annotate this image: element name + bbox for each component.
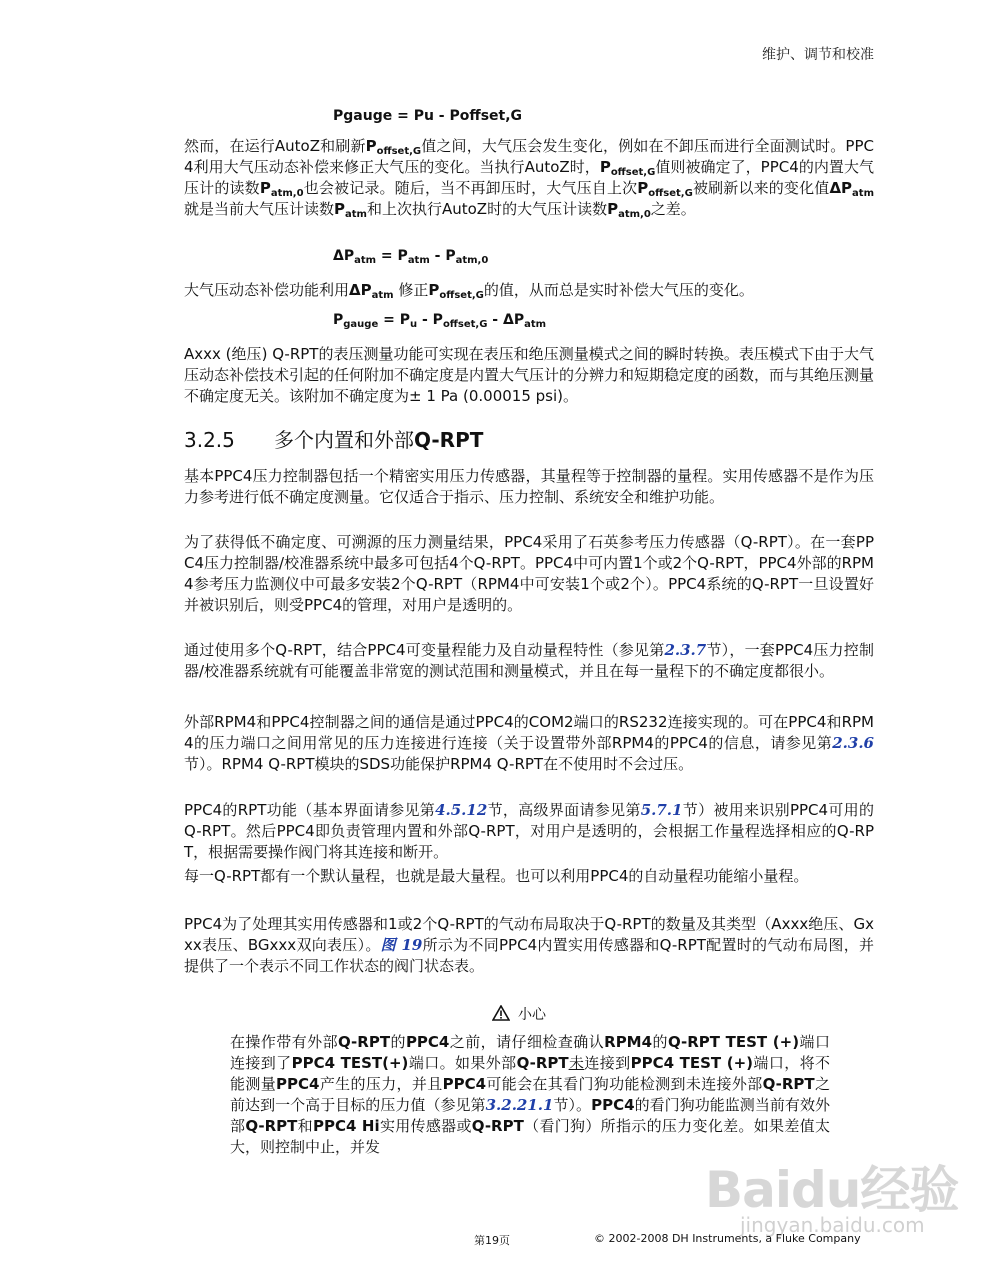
section-heading: 3.2.5 多个内置和外部Q-RPT	[184, 428, 484, 452]
link-section-2-3-7[interactable]: 2.3.7	[664, 641, 707, 659]
paragraph-rpt-function: PPC4的RPT功能（基本界面请参见第4.5.12节，高级界面请参见第5.7.1节）被用来识别PPC4可用的Q-RPT。然后PPC4即负责管理内置和外部Q-RPT，对用户是透明的，会根据工作量程选择相应的Q-RPT，根据需要操作阀门将其连接和断开。	[184, 801, 874, 861]
paragraph-pneumatic-layout: PPC4为了处理其实用传感器和1或2个Q-RPT的气动布局取决于Q-RPT的数量及其类型（Axxx绝压、Gxxx表压、BGxxx双向表压）。图 19所示为不同PPC4内置实用传感器和Q-RPT配置时的气动布局图，并提供了一个表示不同工作状态的阀门状态表。	[184, 915, 874, 975]
paragraph-multiple-qrpt: 通过使用多个Q-RPT，结合PPC4可变量程能力及自动量程特性（参见第2.3.7节），一套PPC4压力控制器/校准器系统就有可能覆盖非常宽的测试范围和测量模式，并且在每一量程下的不确定度都很小。	[184, 641, 874, 680]
paragraph-compensation: 大气压动态补偿功能利用$\Delta P_{atm}$ 修正$P_{offset,G}$的值，从而总是实时补偿大气压的变化。	[184, 281, 754, 301]
paragraph-default-range: 每一Q-RPT都有一个默认量程，也就是最大量程。也可以利用PPC4的自动量程功能缩小量程。	[184, 867, 809, 885]
paragraph-autoz: 然而，在运行AutoZ和刷新$P_{offset,G}$值之间，大气压会发生变化，例如在不卸压而进行全面测试时。PPC4利用大气压动态补偿来修正大气压的变化。当执行AutoZ时，$P_{offset,G}$值则被确定了，PPC4的内置大气压计的读数$P_{atm,0}$也会被记录。随后，当不再卸压时，大气压自上次$P_{offset,G}$被刷新以来的变化值$\Delta P_{atm}$就是当前大气压计读数$P_{atm}$和上次执行AutoZ时的大气压计读数$P_{atm,0}$之差。	[184, 137, 874, 220]
caution-text: 在操作带有外部Q-RPT的PPC4之前，请仔细检查确认RPM4的Q-RPT TEST (+)端口连接到了PPC4 TEST(+)端口。如果外部Q-RPT未连接到PPC4 TEST (+)端口，将不能测量PPC4产生的压力，并且PPC4可能会在其看门狗功能检测到未连接外部Q-RPT之前达到一个高于目标的压力值（参见第3.2.21.1节）。PPC4的看门狗功能监测当前有效外部Q-RPT和PPC4 Hi实用传感器或Q-RPT（看门狗）所指示的压力变化差。如果差值太大，则控制中止，并发	[230, 1033, 830, 1156]
warning-triangle-icon	[492, 1005, 510, 1021]
link-section-4-5-12[interactable]: 4.5.12	[435, 801, 488, 819]
page-number: 第19页	[474, 1234, 510, 1247]
link-section-5-7-1[interactable]: 5.7.1	[640, 801, 683, 819]
link-section-3-2-21-1[interactable]: 3.2.21.1	[485, 1096, 554, 1114]
equation-pgauge-full: $P_{gauge} = P_u - P_{offset,G} - \Delta P_{atm}$	[333, 312, 547, 330]
paragraph-axxx-gauge: Axxx (绝压) Q-RPT的表压测量功能可实现在表压和绝压测量模式之间的瞬时转换。表压模式下由于大气压动态补偿技术引起的任何附加不确定度是内置大气压计的分辨力和短期稳定度的函数，而与其绝压测量不确定度无关。该附加不确定度为± 1 Pa (0.00015 psi)。	[184, 345, 875, 405]
equation-pgauge-simple: Pgauge = Pu - Poffset,G	[333, 108, 523, 124]
running-header: 维护、调节和校准	[762, 47, 874, 63]
equation-delta-patm: $\Delta P_{atm} = P_{atm} - P_{atm,0}$	[333, 248, 489, 266]
baidu-watermark-url: jingyan.baidu.com	[740, 1213, 925, 1237]
paragraph-rpm4-communication: 外部RPM4和PPC4控制器之间的通信是通过PPC4的COM2端口的RS232连接实现的。可在PPC4和RPM4的压力端口之间用常见的压力连接进行连接（关于设置带外部RPM4的PPC4的信息，请参见第2.3.6节）。RPM4 Q-RPT模块的SDS功能保护RPM4 Q-RPT在不使用时不会过压。	[184, 713, 874, 773]
caution-title: 小心	[492, 1004, 546, 1024]
link-figure-19[interactable]: 图 19	[380, 936, 423, 954]
paragraph-basic-ppc4: 基本PPC4压力控制器包括一个精密实用压力传感器，其量程等于控制器的量程。实用传感器不是作为压力参考进行低不确定度测量。它仅适合于指示、压力控制、系统安全和维护功能。	[184, 467, 874, 506]
baidu-watermark-logo: Baidu经验	[705, 1161, 959, 1219]
paragraph-qrpt: 为了获得低不确定度、可溯源的压力测量结果，PPC4采用了石英参考压力传感器（Q-RPT）。在一套PPC4压力控制器/校准器系统中最多可包括4个Q-RPT。PPC4中可内置1个或2个Q-RPT，PPC4外部的RPM4参考压力监测仪中可最多安装2个Q-RPT（RPM4中可安装1个或2个）。PPC4系统的Q-RPT一旦设置好并被识别后，则受PPC4的管理，对用户是透明的。	[184, 533, 874, 614]
link-section-2-3-6[interactable]: 2.3.6	[832, 734, 874, 752]
copyright-footer: © 2002-2008 DH Instruments, a Fluke Company	[594, 1232, 861, 1245]
